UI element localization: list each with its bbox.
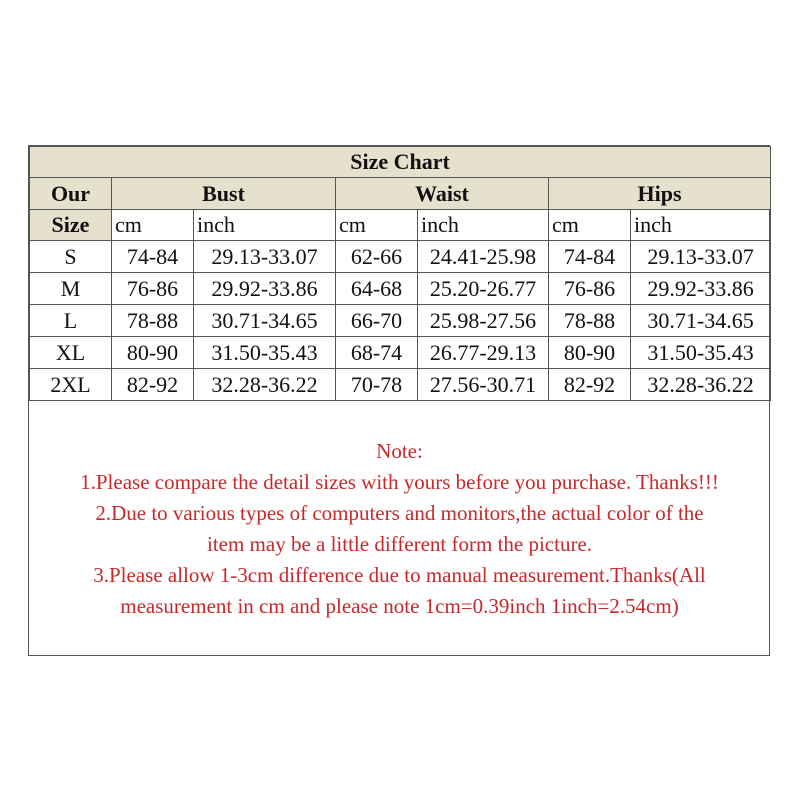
value-cell: 29.92-33.86 (194, 273, 336, 305)
size-chart-title: Size Chart (30, 147, 771, 178)
size-chart (28, 145, 770, 656)
size-cell: 2XL (30, 369, 112, 401)
note-line: item may be a little different form the picture. (206, 532, 593, 556)
value-cell: 24.41-25.98 (418, 241, 549, 273)
size-cell: S (30, 241, 112, 273)
table-row (30, 305, 771, 337)
value-cell: 26.77-29.13 (418, 337, 549, 369)
value-cell: 29.92-33.86 (631, 273, 771, 305)
table-row (30, 369, 771, 401)
value-cell: 29.13-33.07 (631, 241, 771, 273)
value-cell: 64-68 (336, 273, 418, 305)
unit-header: inch (194, 210, 336, 241)
hips-header: Hips (549, 178, 771, 210)
unit-header: inch (418, 210, 549, 241)
value-cell: 76-86 (549, 273, 631, 305)
size-cell: L (30, 305, 112, 337)
value-cell: 74-84 (112, 241, 194, 273)
value-cell: 82-92 (549, 369, 631, 401)
value-cell: 62-66 (336, 241, 418, 273)
our-size-label-bottom: Size (30, 210, 112, 241)
unit-header: cm (336, 210, 418, 241)
unit-header: cm (549, 210, 631, 241)
size-table (29, 146, 771, 401)
value-cell: 70-78 (336, 369, 418, 401)
note-heading: Note: (376, 439, 423, 463)
waist-header: Waist (336, 178, 549, 210)
size-cell: M (30, 273, 112, 305)
value-cell: 27.56-30.71 (418, 369, 549, 401)
value-cell: 82-92 (112, 369, 194, 401)
note-line: 3.Please allow 1-3cm difference due to manual measurement.Thanks(All (93, 563, 706, 587)
value-cell: 31.50-35.43 (631, 337, 771, 369)
value-cell: 32.28-36.22 (194, 369, 336, 401)
value-cell: 30.71-34.65 (631, 305, 771, 337)
value-cell: 25.98-27.56 (418, 305, 549, 337)
value-cell: 25.20-26.77 (418, 273, 549, 305)
table-row (30, 337, 771, 369)
value-cell: 29.13-33.07 (194, 241, 336, 273)
table-row (30, 273, 771, 305)
value-cell: 30.71-34.65 (194, 305, 336, 337)
value-cell: 80-90 (112, 337, 194, 369)
value-cell: 78-88 (112, 305, 194, 337)
value-cell: 78-88 (549, 305, 631, 337)
value-cell: 32.28-36.22 (631, 369, 771, 401)
value-cell: 68-74 (336, 337, 418, 369)
value-cell: 76-86 (112, 273, 194, 305)
note-line: measurement in cm and please note 1cm=0.39inch 1inch=2.54cm) (120, 594, 679, 618)
unit-header: inch (631, 210, 771, 241)
value-cell: 31.50-35.43 (194, 337, 336, 369)
note-line: 1.Please compare the detail sizes with yours before you purchase. Thanks!!! (80, 470, 719, 494)
our-size-label-top: Our (30, 178, 112, 210)
value-cell: 74-84 (549, 241, 631, 273)
table-row (30, 241, 771, 273)
size-cell: XL (30, 337, 112, 369)
note-block (29, 436, 770, 622)
bust-header: Bust (112, 178, 336, 210)
value-cell: 66-70 (336, 305, 418, 337)
unit-header: cm (112, 210, 194, 241)
note-line: 2.Due to various types of computers and monitors,the actual color of the (95, 501, 704, 525)
value-cell: 80-90 (549, 337, 631, 369)
